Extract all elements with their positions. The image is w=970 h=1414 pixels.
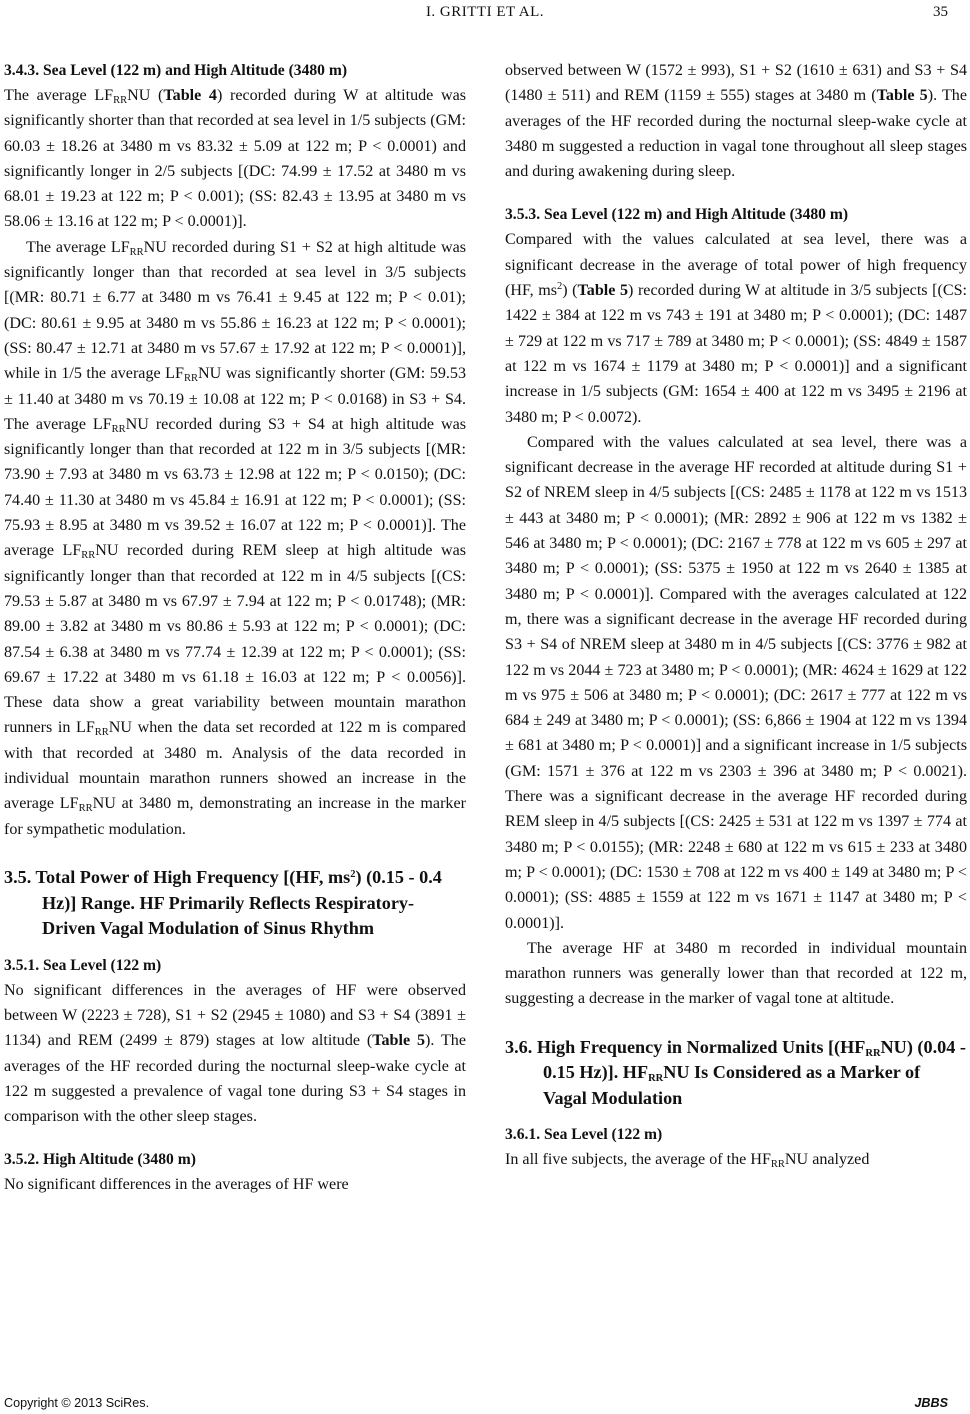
left-column (4, 58, 466, 1198)
right-column (505, 58, 967, 1173)
paragraph: Compared with the values calculated at sea level, there was a significant decrease in the average HF recorded at altitude during S1 + S2 of NREM sleep in 4/5 subjects [(CS: 2485 ± 1178 at 122 m vs 1513 ± 443 at 3480 m; P < 0.0001); (MR: 2892 ± 906 at 122 m vs 1382 ± 546 at 3480 m; P < 0.0001); (DC: 2167 ± 778 at 122 m vs 605 ± 297 at 3480 m; P < 0.0001); (SS: 5375 ± 1950 at 122 m vs 2640 ± 1385 at 3480 m; P < 0.0001)]. Compared with the averages calculated at 122 m, there was a significant decrease in the average HF recorded during S3 + S4 of NREM sleep at 3480 m in 4/5 subjects [(CS: 3776 ± 982 at 122 m vs 2044 ± 723 at 3480 m; P < 0.0001); (MR: 4624 ± 1629 at 122 m vs 975 ± 506 at 3480 m; P < 0.0001); (DC: 2617 ± 777 at 122 m vs 684 ± 249 at 3480 m; P < 0.0001); (SS: 6,866 ± 1904 at 122 m vs 1394 ± 681 at 3480 m; P < 0.0001)] and a significant increase in 1/5 subjects (GM: 1571 ± 376 at 122 m vs 2303 ± 396 at 3480 m; P < 0.0021). There was a significant decrease in the average HF recorded during REM sleep in 4/5 subjects [(CS: 2425 ± 531 at 122 m vs 1397 ± 774 at 3480 m; P < 0.0155); (MR: 2248 ± 680 at 122 m vs 615 ± 233 at 3480 m; P < 0.0001); (DC: 1530 ± 708 at 122 m vs 400 ± 149 at 3480 m; P < 0.0001); (SS: 4885 ± 1559 at 122 m vs 1671 ± 1147 at 3480 m; P < 0.0001)]. (505, 433, 967, 932)
paragraph: Compared with the values calculated at sea level, there was a significant decrease in the average of total power of high frequency (HF, $ms^2$) (Table 5) recorded during W at altitude in 3/5 subjects [(CS: 1422 ± 384 at 122 m vs 743 ± 191 at 3480 m; P < 0.0001); (DC: 1487 ± 729 at 122 m vs 717 ± 789 at 3480 m; P < 0.0001); (SS: 4849 ± 1587 at 122 m vs 1674 ± 1179 at 3480 m; P < 0.0001)] and a significant increase in 1/5 subjects (GM: 1654 ± 400 at 122 m vs 3495 ± 2196 at 3480 m; P < 0.0072). (505, 231, 967, 426)
paragraph: The average $LF_{RR}NU$ recorded during S1 + S2 at high altitude was significantly longer than that recorded at sea level in 3/5 subjects [(MR: 80.71 ± 6.77 at 3480 m vs 76.41 ± 9.45 at 122 m; P < 0.01); (DC: 80.61 ± 9.95 at 3480 m vs 55.86 ± 16.23 at 122 m; P < 0.0001); (SS: 80.47 ± 12.71 at 3480 m vs 57.67 ± 17.92 at 122 m; P < 0.0001)], while in 1/5 the average $LF_{RR}NU$ was significantly shorter (GM: 59.53 ± 11.40 at 3480 m vs 70.19 ± 10.08 at 122 m; P < 0.0168) in S3 + S4. The average $LF_{RR}NU$ recorded during S3 + S4 at high altitude was significantly longer than that recorded at 122 m in 3/5 subjects [(MR: 73.90 ± 7.93 at 3480 m vs 63.73 ± 12.98 at 122 m; P < 0.0150); (DC: 74.40 ± 11.30 at 3480 m vs 45.84 ± 16.91 at 122 m; P < 0.0001); (SS: 75.93 ± 8.95 at 3480 m vs 39.52 ± 16.07 at 122 m; P < 0.0001)]. The average $LF_{RR}NU$ recorded during REM sleep at high altitude was significantly longer than that recorded at 122 m in 4/5 subjects [(CS: 79.53 ± 5.87 at 3480 m vs 67.97 ± 7.94 at 122 m; P < 0.01748); (MR: 89.00 ± 3.82 at 3480 m vs 80.86 ± 5.93 at 122 m; P < 0.0001); (DC: 87.54 ± 6.38 at 3480 m vs 77.74 ± 12.39 at 122 m; P < 0.0001); (SS: 69.67 ± 17.22 at 3480 m vs 61.18 ± 16.03 at 122 m; P < 0.0056)]. These data show a great variability between mountain marathon runners in $LF_{RR}NU$ when the data set recorded at 122 m is compared with that recorded at 3480 m. Analysis of the data recorded in individual mountain marathon runners showed an increase in the average $LF_{RR}NU$ at 3480 m, demonstrating an increase in the marker for sympathetic modulation. (4, 238, 467, 838)
paragraph: No significant differences in the averages of HF were observed between W (2223 ± 728), S1 + S2 (2945 ± 1080) and S3 + S4 (3891 ± 1134) and REM (2499 ± 879) stages at low altitude (Table 5). The averages of the HF recorded during the nocturnal sleep-wake cycle at 122 m suggested a prevalence of vagal tone during S3 + S4 stages in comparison with the other sleep stages. (4, 981, 466, 1126)
paragraph: In all five subjects, the average of the $HF_{RR}NU$ analyzed (505, 1151, 870, 1171)
section-heading-3-6: 3.6. High Frequency in Normalized Units [$(HF_{RR}NU)$ (0.04 - 0.15 Hz)]. $HF_{RR}NU$ Is Considered as a Marker of Vagal Modulation (505, 1036, 966, 1108)
page-number: 35 (933, 4, 948, 20)
section-heading-3-5-1: 3.5.1. Sea Level (122 m) (4, 956, 162, 974)
table-reference: Table 5 (372, 1032, 426, 1050)
page-footer (4, 1396, 948, 1414)
journal-abbreviation: JBBS (914, 1396, 948, 1410)
running-title: I. GRITTI ET AL. (425, 4, 545, 20)
section-heading-3-4-3: 3.4.3. Sea Level (122 m) and High Altitude (3480 m) (4, 62, 348, 79)
section-heading-3-5-3: 3.5.3. Sea Level (122 m) and High Altitude (3480 m) (505, 206, 849, 224)
table-reference: Table 4 (163, 87, 217, 104)
section-heading-3-5-2: 3.5.2. High Altitude (3480 m) (4, 1151, 196, 1169)
paragraph: No significant differences in the averages of HF were (4, 1176, 349, 1194)
section-heading-3-5: 3.5. Total Power of High Frequency [(HF, $ms^2$) (0.15 - 0.4 Hz)] Range. HF Primarily Reflects Respiratory-Driven Vagal Modulation of Sinus Rhythm (4, 866, 442, 939)
section-heading-3-6-1: 3.6.1. Sea Level (122 m) (505, 1126, 663, 1144)
running-header (0, 4, 970, 24)
copyright-notice: Copyright © 2013 SciRes. (4, 1396, 150, 1410)
table-reference: Table 5 (577, 282, 629, 300)
table-reference: Table 5 (876, 87, 928, 105)
paragraph: The average $LF_{RR}NU$ (Table 4) recorded during W at altitude was significantly shorter than that recorded at sea level in 1/5 subjects (GM: 60.03 ± 18.26 at 3480 m vs 83.32 ± 5.09 at 122 m; P < 0.0001) and significantly longer in 2/5 subjects [(DC: 74.99 ± 17.52 at 3480 m vs 68.01 ± 19.23 at 122 m; P < 0.001); (SS: 82.43 ± 13.95 at 3480 m vs 58.06 ± 13.16 at 122 m; P < 0.0001)]. (4, 87, 466, 231)
paragraph: observed between W (1572 ± 993), S1 + S2 (1610 ± 631) and S3 + S4 (1480 ± 511) and REM (1159 ± 555) stages at 3480 m (Table 5). The averages of the HF recorded during the nocturnal sleep-wake cycle at 3480 m suggested a reduction in vagal tone throughout all sleep stages and during awakening during sleep. (505, 62, 967, 181)
paragraph: The average HF at 3480 m recorded in individual mountain marathon runners was generally lower than that recorded at 122 m, suggesting a decrease in the marker of vagal tone at altitude. (505, 939, 967, 1008)
